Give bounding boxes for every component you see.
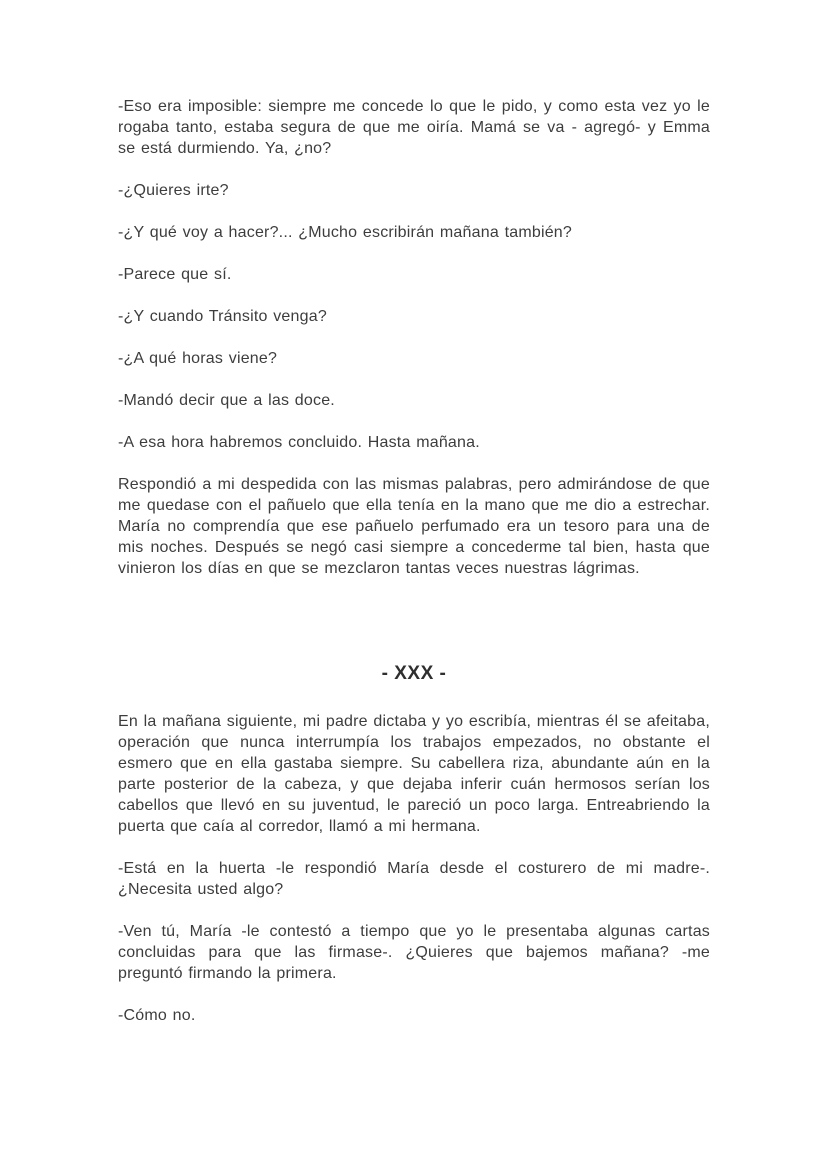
paragraph: -Parece que sí. — [118, 266, 232, 283]
paragraph: -Eso era imposible: siempre me concede lo que le pido, y como esta vez yo le rogaba tanto, estaba segura de que me oiría. Mamá se va - agregó- y Emma se está durmiendo. Ya, ¿no? — [118, 98, 710, 157]
paragraph: -¿A qué horas viene? — [118, 350, 278, 367]
paragraph: En la mañana siguiente, mi padre dictaba y yo escribía, mientras él se afeitaba, operación que nunca interrumpía los trabajos empezados, no obstante el esmero que en ella gastaba siempre. Su cabellera riza, abundante aún en la parte posterior de la cabeza, y que dejaba inferir cuán hermosos serían los cabellos que llevó en su juventud, le pareció un poco larga. Entreabriendo la puerta que caía al corredor, llamó a mi hermana. — [118, 713, 710, 835]
chapter-heading: - XXX - — [381, 663, 447, 684]
paragraph: -Mandó decir que a las doce. — [118, 392, 335, 409]
paragraph: Respondió a mi despedida con las mismas palabras, pero admirándose de que me quedase con el pañuelo que ella tenía en la mano que me dio a estrechar. María no comprendía que ese pañuelo perfumado era un tesoro para una de mis noches. Después se negó casi siempre a concederme tal bien, hasta que vinieron los días en que se mezclaron tantas veces nuestras lágrimas. — [118, 476, 710, 577]
paragraph: -¿Quieres irte? — [118, 182, 229, 199]
paragraph: -Cómo no. — [118, 1007, 196, 1024]
text-block-after-heading — [118, 711, 710, 1026]
paragraph: -Está en la huerta -le respondió María desde el costurero de mi madre-. ¿Necesita usted algo? — [118, 860, 710, 898]
text-block-before-heading — [118, 96, 710, 579]
paragraph: -A esa hora habremos concluido. Hasta mañana. — [118, 434, 480, 451]
paragraph: -Ven tú, María -le contestó a tiempo que yo le presentaba algunas cartas concluidas para que las firmase-. ¿Quieres que bajemos mañana? -me preguntó firmando la primera. — [118, 923, 710, 982]
paragraph: -¿Y qué voy a hacer?... ¿Mucho escribirán mañana también? — [118, 224, 572, 241]
paragraph: -¿Y cuando Tránsito venga? — [118, 308, 327, 325]
